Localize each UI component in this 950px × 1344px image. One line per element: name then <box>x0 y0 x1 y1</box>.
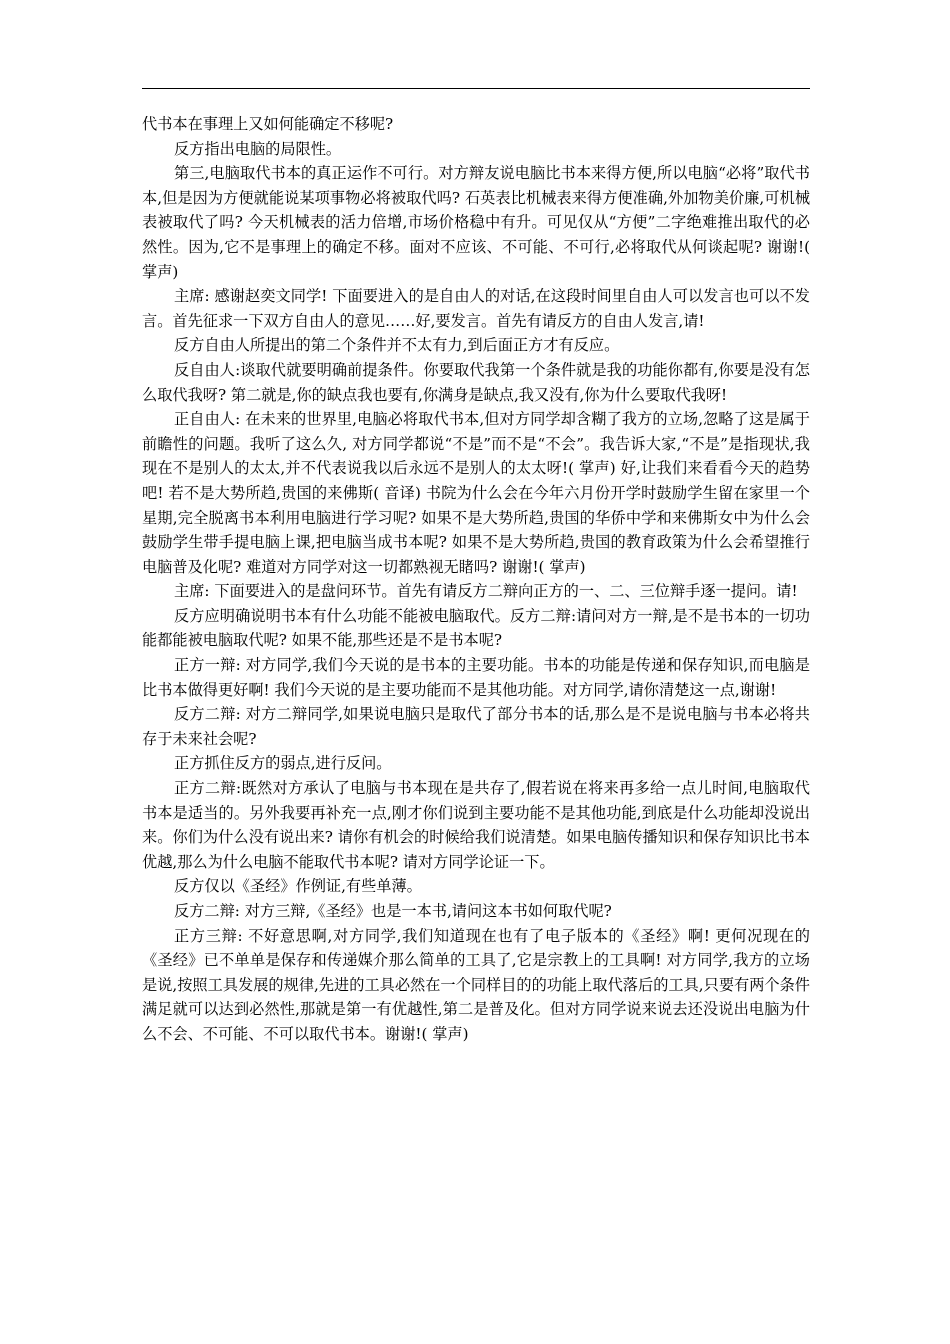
paragraph: 反方应明确说明书本有什么功能不能被电脑取代。反方二辩:请问对方一辩,是不是书本的一切功能都能被电脑取代呢? 如果不能,那些还是不是书本呢? <box>142 606 810 650</box>
paragraph: 代书本在事理上又如何能确定不移呢? <box>142 115 394 133</box>
paragraph: 正方一辩: 对方同学,我们今天说的是书本的主要功能。书本的功能是传递和保存知识,而电脑是比书本做得更好啊! 我们今天说的是主要功能而不是其他功能。对方同学,请你清楚这一点,谢谢! <box>142 656 810 699</box>
body-text <box>142 112 810 1047</box>
paragraph: 第三,电脑取代书本的真正运作不可行。对方辩友说电脑比书本来得方便,所以电脑“必将”取代书本,但是因为方便就能说某项事物必将被取代吗? 石英表比机械表来得方便准确,外加物美价廉,可机械表被取代了吗? 今天机械表的活力倍增,市场价格稳中有升。可见仅从“方便”二字绝难推出取代的必然性。因为,它不是事理上的确定不移。面对不应该、不可能、不可行,必将取代从何谈起呢? 谢谢!( 掌声) <box>142 164 810 281</box>
paragraph: 正自由人: 在未来的世界里,电脑必将取代书本,但对方同学却含糊了我方的立场,忽略了这是属于前瞻性的问题。我听了这么久, 对方同学都说“不是”而不是“不会”。我告诉大家,“不是”是指现状,我现在不是别人的太太,并不代表说我以后永远不是别人的太太呀!( 掌声) 好,让我们来看看今天的趋势吧! 若不是大势所趋,贵国的来佛斯( 音译) 书院为什么会在今年六月份开学时鼓励学生留在家里一个星期,完全脱离书本利用电脑进行学习呢? 如果不是大势所趋,贵国的华侨中学和来佛斯女中为什么会鼓励学生带手提电脑上课,把电脑当成书本呢? 如果不是大势所趋,贵国的教育政策为什么会希望推行电脑普及化呢? 难道对方同学对这一切都熟视无睹吗? 谢谢!( 掌声) <box>142 410 810 576</box>
paragraph: 正方抓住反方的弱点,进行反问。 <box>174 754 392 773</box>
paragraph: 正方三辩: 不好意思啊,对方同学,我们知道现在也有了电子版本的《圣经》啊! 更何况现在的《圣经》已不单单是保存和传递媒介那么简单的工具了,它是宗教上的工具啊! 对方同学,我方的立场是说,按照工具发展的规律,先进的工具必然在一个同样目的的功能上取代落后的工具,只要有两个条件满足就可以达到必然性,那就是第一有优越性,第二是普及化。但对方同学说来说去还没说出电脑为什么不会、不可能、不可以取代书本。谢谢!( 掌声) <box>142 926 810 1043</box>
paragraph: 主席: 下面要进入的是盘问环节。首先有请反方二辩向正方的一、二、三位辩手逐一提问。请! <box>174 582 798 601</box>
paragraph: 主席: 感谢赵奕文同学! 下面要进入的是自由人的对话,在这段时间里自由人可以发言也可以不发言。首先征求一下双方自由人的意见……好,要发言。首先有请反方的自由人发言,请! <box>142 287 810 330</box>
paragraph: 反方自由人所提出的第二个条件并不太有力,到后面正方才有反应。 <box>174 336 620 355</box>
header-rule <box>142 88 810 89</box>
paragraph: 反方二辩: 对方三辩,《圣经》也是一本书,请问这本书如何取代呢? <box>174 902 612 920</box>
paragraph: 反方仅以《圣经》作例证,有些单薄。 <box>174 877 422 896</box>
paragraph: 反方指出电脑的局限性。 <box>174 139 342 158</box>
paragraph: 正方二辩:既然对方承认了电脑与书本现在是共存了,假若说在将来再多给一点儿时间,电脑取代书本是适当的。另外我要再补充一点,刚才你们说到主要功能不是其他功能,到底是什么功能却没说出来。你们为什么没有说出来? 请你有机会的时候给我们说清楚。如果电脑传播知识和保存知识比书本优越,那么为什么电脑不能取代书本呢? 请对方同学论证一下。 <box>142 779 810 871</box>
paragraph: 反方二辩: 对方二辩同学,如果说电脑只是取代了部分书本的话,那么是不是说电脑与书本必将共存于未来社会呢? <box>142 705 810 748</box>
paragraph: 反自由人:谈取代就要明确前提条件。你要取代我第一个条件就是我的功能你都有,你要是没有怎么取代我呀? 第二就是,你的缺点我也要有,你满身是缺点,我又没有,你为什么要取代我呀! <box>142 360 810 404</box>
